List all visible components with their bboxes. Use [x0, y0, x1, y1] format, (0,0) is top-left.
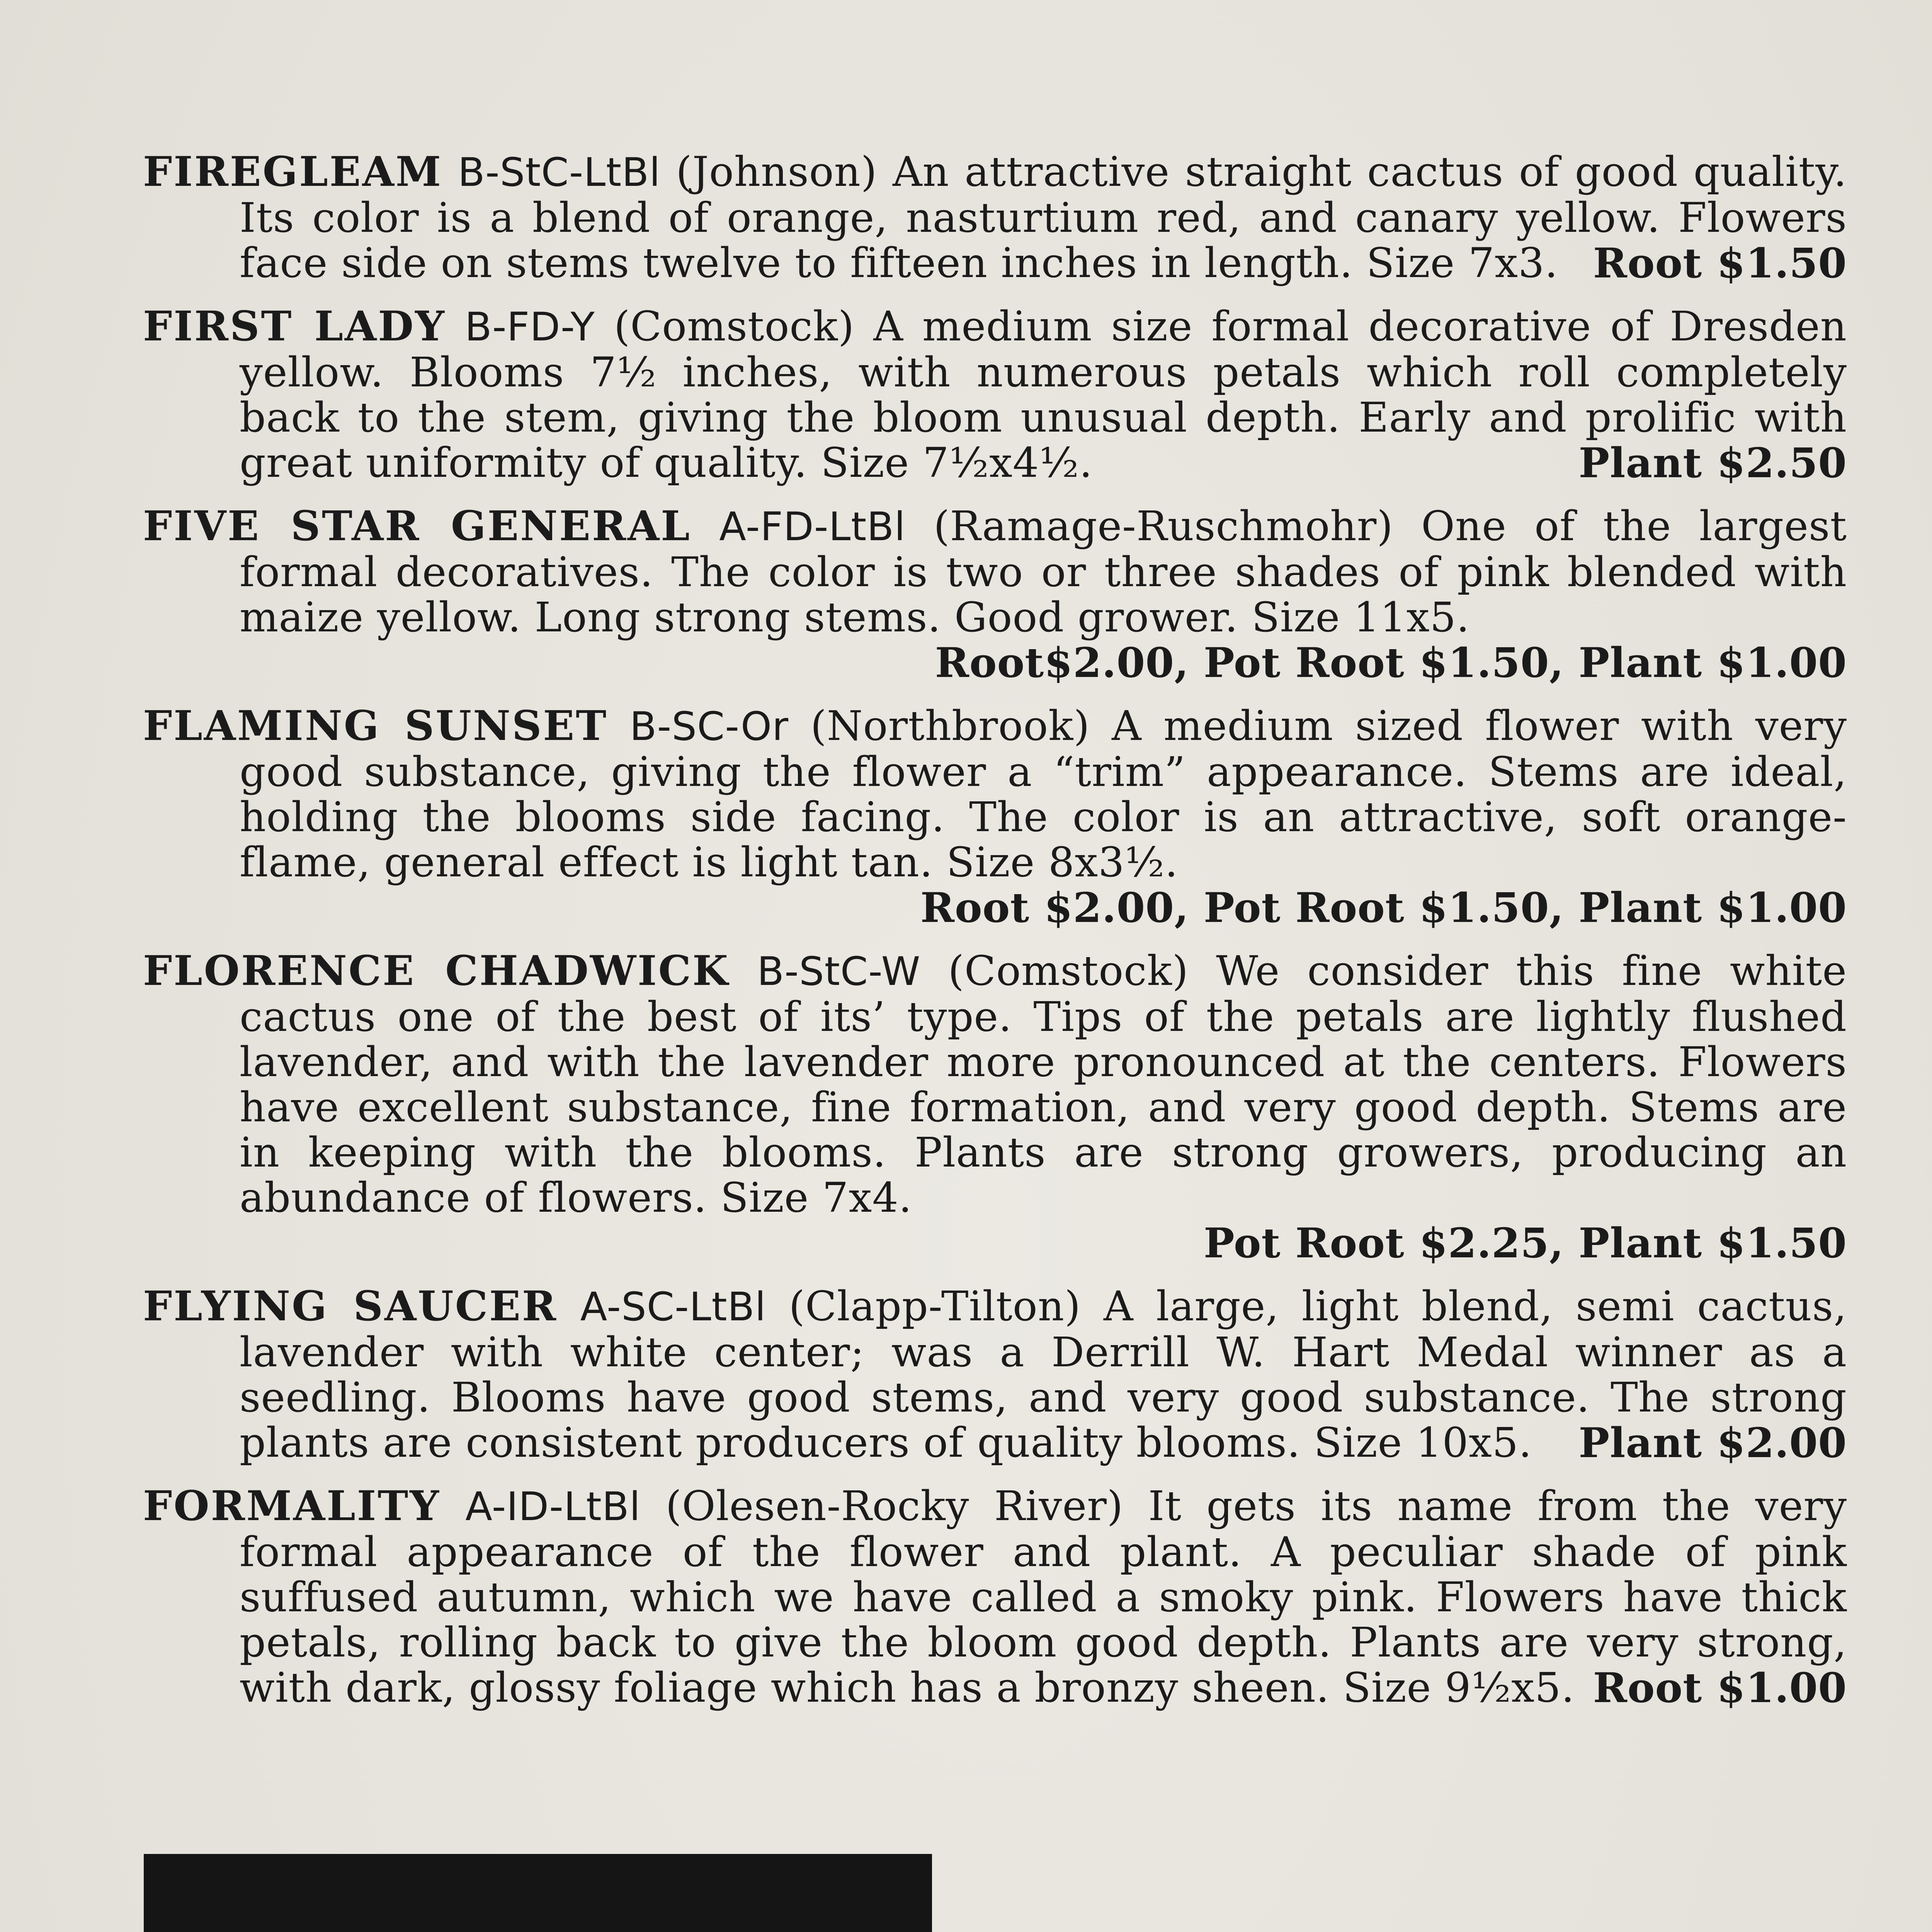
entry-code: A-SC-LtBl — [580, 1284, 766, 1330]
entry-code: B-SC-Or — [629, 704, 789, 750]
entry-code: B-StC-LtBl — [457, 150, 661, 196]
entry-first-lady — [143, 303, 1847, 485]
entry-price: Plant $2.50 — [1578, 439, 1847, 487]
entry-name: FIREGLEAM — [143, 147, 443, 196]
entry-name: FIRST LADY — [143, 302, 446, 350]
entry-description: (Johnson) An attractive straight cactus of good quality. Its color is a blend of orange, nasturtium red, and canary yellow. Flowers face side on stems twelve to fifteen inches in length. Size 7x3. — [240, 148, 1847, 287]
entry-five-star-general — [143, 503, 1847, 685]
entry-name: FLORENCE CHADWICK — [143, 946, 730, 995]
entry-name: FLYING SAUCER — [143, 1282, 558, 1330]
entry-description: (Northbrook) A medium sized flower with very good substance, giving the flower a “trim” appearance. Stems are ideal, holding the blooms side facing. The color is an attractive, soft orange-flame, general effect is light tan. Size 8x3½. — [240, 702, 1847, 886]
entry-code: A-FD-LtBl — [719, 504, 906, 550]
entry-price: Pot Root $2.25, Plant $1.50 — [1203, 1219, 1847, 1267]
entry-florence-chadwick — [143, 948, 1847, 1265]
entry-price: Root $2.00, Pot Root $1.50, Plant $1.00 — [920, 883, 1847, 932]
entry-description: (Ramage-Ruschmohr) One of the largest formal decoratives. The color is two or three shades of pink blended with maize yellow. Long strong stems. Good grower. Size 11x5. — [240, 502, 1847, 641]
entry-flaming-sunset — [143, 703, 1847, 930]
dahlia-listing — [143, 149, 1847, 1728]
entry-code: A-ID-LtBl — [465, 1484, 641, 1530]
entry-name: FIVE STAR GENERAL — [143, 502, 691, 550]
entry-price: Root$2.00, Pot Root $1.50, Plant $1.00 — [935, 638, 1847, 687]
entry-price: Root $1.50 — [1593, 239, 1847, 287]
entry-description: (Comstock) A medium size formal decorative of Dresden yellow. Blooms 7½ inches, with numerous petals which roll completely back to the stem, giving the bloom unusual depth. Early and prolific with great uniformity of quality. Size 7½x4½. — [240, 303, 1847, 486]
entry-price: Plant $2.00 — [1578, 1418, 1847, 1467]
entry-description: (Comstock) We consider this fine white cactus one of the best of its’ type. Tips of the petals are lightly flushed lavender, and with the lavender more pronounced at the centers. Flowers have excellent substance, fine formation, and very good depth. Stems are in keeping with the blooms. Plants are strong growers, producing an abundance of flowers. Size 7x4. — [240, 947, 1847, 1221]
entry-price: Root $1.00 — [1593, 1663, 1847, 1712]
dahlia-flower-icon — [144, 1854, 932, 1932]
entry-firegleam — [143, 149, 1847, 286]
entry-code: B-StC-W — [757, 949, 921, 995]
formality-photo — [144, 1854, 932, 1932]
entry-formality — [143, 1483, 1847, 1710]
entry-code: B-FD-Y — [464, 304, 595, 350]
entry-description: (Olesen-Rocky River) It gets its name from the very formal appearance of the flower and plant. A peculiar shade of pink suffused autumn, which we have called a smoky pink. Flowers have thick petals, rolling back to give the bloom good depth. Plants are very strong, with dark, glossy foliage which has a bronzy sheen. Size 9½x5. — [240, 1482, 1847, 1711]
entry-name: FLAMING SUNSET — [143, 701, 608, 750]
entry-flying-saucer — [143, 1283, 1847, 1465]
entry-description: (Clapp-Tilton) A large, light blend, semi cactus, lavender with white center; was a Derrill W. Hart Medal winner as a seedling. Blooms have good stems, and very good substance. The strong plants are consistent producers of quality blooms. Size 10x5. — [240, 1282, 1847, 1466]
entry-name: FORMALITY — [143, 1481, 440, 1530]
